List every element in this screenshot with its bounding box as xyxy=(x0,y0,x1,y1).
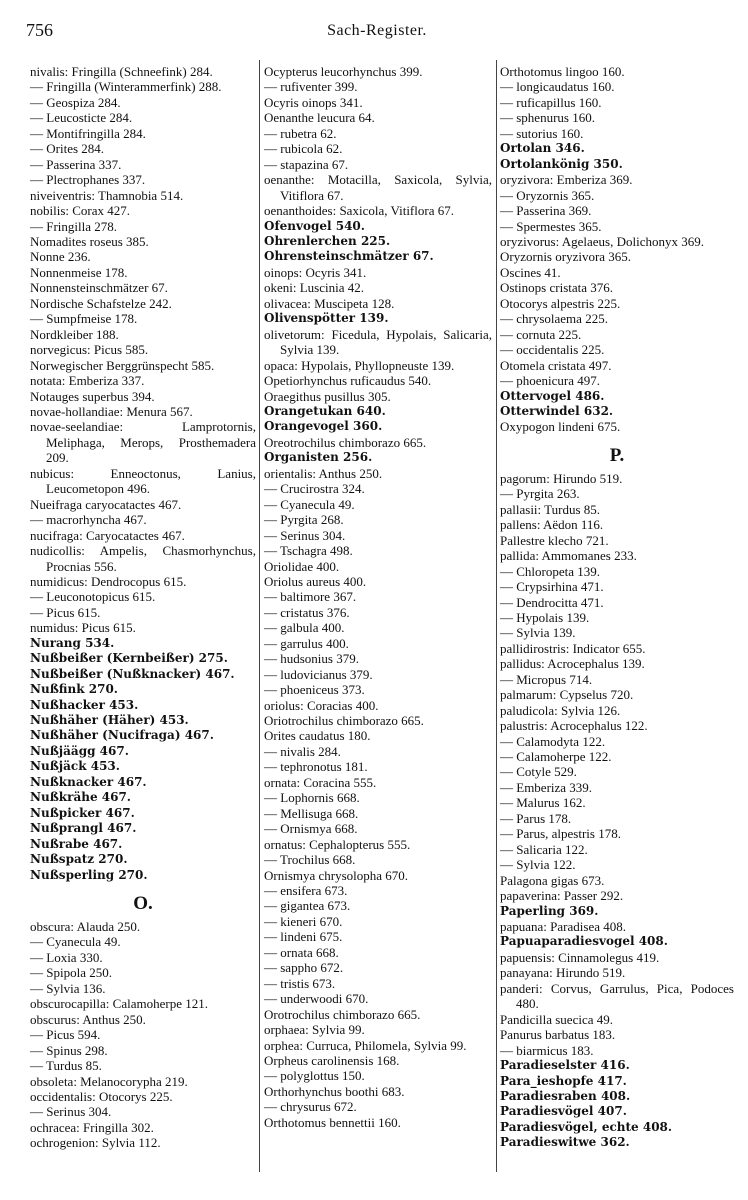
index-entry: Nußhäher (Häher) 453. xyxy=(30,713,189,728)
index-entry: — Salicaria 122. xyxy=(500,841,588,857)
index-entry: Ortolan 346. xyxy=(500,141,585,156)
index-entry: — Geospiza 284. xyxy=(30,94,121,110)
index-entry: pallidus: Acrocephalus 139. xyxy=(500,656,645,672)
index-entry: — rubetra 62. xyxy=(264,125,337,141)
index-entry: — biarmicus 183. xyxy=(500,1042,594,1058)
index-entry: — tephronotus 181. xyxy=(264,759,368,775)
index-entry: — ornata 668. xyxy=(264,944,339,960)
index-entry: — cornuta 225. xyxy=(500,326,582,342)
index-entry: Ortolankönig 350. xyxy=(500,156,623,171)
index-entry: — Oryzornis 365. xyxy=(500,187,595,203)
index-entry: — galbula 400. xyxy=(264,620,345,636)
index-entry: — Pyrgita 268. xyxy=(264,512,344,528)
index-entry: occidentalis: Otocorys 225. xyxy=(30,1089,173,1104)
index-entry: — Sylvia 122. xyxy=(500,857,576,873)
index-entry: Orthotomus lingoo 160. xyxy=(500,64,625,79)
index-entry: — Picus 594. xyxy=(30,1027,101,1043)
index-entry: — underwoodi 670. xyxy=(264,991,369,1007)
index-entry: Nordkleiber 188. xyxy=(30,326,119,342)
index-entry: — baltimore 367. xyxy=(264,589,357,605)
index-entry: — chrysurus 672. xyxy=(264,1099,357,1115)
index-entry: norvegicus: Picus 585. xyxy=(30,342,149,358)
index-entry: — Passerina 337. xyxy=(30,156,122,172)
index-entry: Nußkrähe 467. xyxy=(30,790,131,805)
index-entry: — chrysolaema 225. xyxy=(500,311,608,327)
index-entry: Nonne 236. xyxy=(30,249,91,265)
page-header xyxy=(26,20,728,44)
index-entry: Nußbeißer (Nußknacker) 467. xyxy=(30,666,235,681)
index-entry: nucifraga: Caryocatactes 467. xyxy=(30,527,185,543)
index-entry: Nußprangl 467. xyxy=(30,821,137,836)
index-entry: novae-hollandiae: Menura 567. xyxy=(30,403,193,419)
index-entry: ochracea: Fringilla 302. xyxy=(30,1119,154,1135)
index-entry: — phoeniceus 373. xyxy=(264,682,365,698)
index-entry: Olivenspötter 139. xyxy=(264,311,389,326)
index-entry: — Cyanecula 49. xyxy=(264,496,355,512)
index-entry: — Fringilla (Winterammerfink) 288. xyxy=(30,79,222,95)
index-entry: — Leucosticte 284. xyxy=(30,110,133,126)
index-entry: numidus: Picus 615. xyxy=(30,620,136,636)
index-entry: Nußrabe 467. xyxy=(30,836,123,851)
index-entry: Nußjäägg 467. xyxy=(30,743,129,758)
index-entry: — Lophornis 668. xyxy=(264,790,360,806)
index-entry: — gigantea 673. xyxy=(264,898,351,914)
column-rule xyxy=(259,60,260,1172)
index-column-1 xyxy=(30,64,256,1151)
index-entry: — Picus 615. xyxy=(30,604,101,620)
index-entry: — Serinus 304. xyxy=(264,527,346,543)
index-column-2 xyxy=(264,64,492,1130)
index-entry: niveiventris: Thamnobia 514. xyxy=(30,187,184,203)
index-entry: Ornismya chrysolopha 670. xyxy=(264,867,409,883)
index-entry: — tristis 673. xyxy=(264,975,336,991)
index-entry: Ohrenlerchen 225. xyxy=(264,233,391,248)
index-entry: oinops: Ocyris 341. xyxy=(264,264,367,280)
index-entry: — Crucirostra 324. xyxy=(264,481,365,497)
index-entry: — rubicola 62. xyxy=(264,141,343,157)
index-entry: — Fringilla 278. xyxy=(30,218,118,234)
index-entry: — cristatus 376. xyxy=(264,604,350,620)
index-entry: — nivalis 284. xyxy=(264,743,341,759)
index-entry: — Trochilus 668. xyxy=(264,852,356,868)
index-entry: — Spermestes 365. xyxy=(500,218,602,234)
index-entry: pallasii: Turdus 85. xyxy=(500,501,601,517)
index-entry: Oscines 41. xyxy=(500,264,561,280)
index-entry: — Sumpfmeise 178. xyxy=(30,311,138,327)
index-entry: — sappho 672. xyxy=(264,960,344,976)
index-entry: — Leuconotopicus 615. xyxy=(30,589,156,605)
index-entry: Ocyris oinops 341. xyxy=(264,94,363,110)
index-entry: Nußbeißer (Kernbeißer) 275. xyxy=(30,651,228,666)
index-entry: novae-seelandiae: Lamprotornis, Meliphaga, Merops, Prosthemadera 209. xyxy=(30,419,256,466)
index-entry: obscurocapilla: Calamoherpe 121. xyxy=(30,996,208,1012)
index-entry: pallida: Ammomanes 233. xyxy=(500,548,637,564)
index-entry: Oxypogon lindeni 675. xyxy=(500,419,621,435)
index-entry: — occidentalis 225. xyxy=(500,342,605,358)
index-entry: Opetiorhynchus ruficaudus 540. xyxy=(264,373,432,389)
index-entry: Nueifraga caryocatactes 467. xyxy=(30,496,182,512)
index-entry: — Mellisuga 668. xyxy=(264,805,359,821)
index-entry: — Sylvia 139. xyxy=(500,625,576,641)
index-entry: Notauges superbus 394. xyxy=(30,388,155,404)
index-entry: Oenanthe leucura 64. xyxy=(264,110,375,126)
index-entry: orphea: Curruca, Philomela, Sylvia 99. xyxy=(264,1037,467,1053)
index-entry: paludicola: Sylvia 126. xyxy=(500,702,621,718)
index-entry: — Parus 178. xyxy=(500,810,572,826)
index-entry: Oreotrochilus chimborazo 665. xyxy=(264,434,427,450)
index-entry: ornatus: Cephalopterus 555. xyxy=(264,836,411,852)
index-entry: Orpheus carolinensis 168. xyxy=(264,1053,400,1068)
index-entry: Para_ieshopfe 417. xyxy=(500,1073,627,1088)
index-entry: Otomela cristata 497. xyxy=(500,357,612,373)
index-entry: — Hypolais 139. xyxy=(500,609,590,625)
index-entry: orientalis: Anthus 250. xyxy=(264,465,383,481)
index-entry: obscurus: Anthus 250. xyxy=(30,1011,146,1027)
index-entry: Oriotrochilus chimborazo 665. xyxy=(264,713,424,729)
index-entry: Nußspatz 270. xyxy=(30,852,128,867)
index-entry: Ofenvogel 540. xyxy=(264,218,365,233)
index-entry: — ludovicianus 379. xyxy=(264,666,373,682)
index-entry: palustris: Acrocephalus 122. xyxy=(500,718,648,734)
index-entry: oriolus: Coracias 400. xyxy=(264,697,379,713)
index-entry: olivetorum: Ficedula, Hypolais, Salicaria, Sylvia 139. xyxy=(264,326,492,358)
index-entry: pallidirostris: Indicator 655. xyxy=(500,640,646,656)
index-entry: — Cotyle 529. xyxy=(500,764,577,780)
index-entry: Orangevogel 360. xyxy=(264,419,383,434)
index-entry: Orotrochilus chimborazo 665. xyxy=(264,1006,421,1022)
index-entry: Pandicilla suecica 49. xyxy=(500,1011,613,1027)
index-entry: — Dendrocitta 471. xyxy=(500,594,604,610)
index-entry: ornata: Coracina 555. xyxy=(264,774,377,790)
index-entry: — Micropus 714. xyxy=(500,671,593,687)
index-entry: Nonnensteinschmätzer 67. xyxy=(30,280,168,296)
index-entry: — Calamoherpe 122. xyxy=(500,749,612,765)
index-entry: Nußhäher (Nucifraga) 467. xyxy=(30,728,214,743)
index-entry: Nonnenmeise 178. xyxy=(30,264,128,280)
index-entry: Orites caudatus 180. xyxy=(264,728,371,744)
index-entry: notata: Emberiza 337. xyxy=(30,373,145,389)
index-entry: — Tschagra 498. xyxy=(264,543,353,559)
index-entry: Paradieswitwe 362. xyxy=(500,1135,630,1150)
index-entry: okeni: Luscinia 42. xyxy=(264,280,365,296)
index-entry: — Crypsirhina 471. xyxy=(500,579,604,595)
index-entry: — ensifera 673. xyxy=(264,883,348,899)
index-entry: — Pyrgita 263. xyxy=(500,486,580,502)
index-entry: — Sylvia 136. xyxy=(30,980,106,996)
index-entry: oryzivorus: Agelaeus, Dolichonyx 369. xyxy=(500,233,704,249)
index-entry: nivalis: Fringilla (Schneefink) 284. xyxy=(30,64,213,79)
index-entry: — hudsonius 379. xyxy=(264,651,359,667)
index-entry: Nurang 534. xyxy=(30,635,115,650)
index-entry: — Cyanecula 49. xyxy=(30,934,121,950)
index-entry: ochrogenion: Sylvia 112. xyxy=(30,1135,161,1151)
index-entry: olivacea: Muscipeta 128. xyxy=(264,295,395,311)
index-entry: orphaea: Sylvia 99. xyxy=(264,1022,365,1038)
index-entry: — Spipola 250. xyxy=(30,965,112,981)
index-entry: Palagona gigas 673. xyxy=(500,872,605,888)
index-entry: papuensis: Cinnamolegus 419. xyxy=(500,949,660,965)
index-entry: — phoenicura 497. xyxy=(500,373,601,389)
index-entry: — stapazina 67. xyxy=(264,156,349,172)
index-entry: Otocorys alpestris 225. xyxy=(500,295,621,311)
index-entry: — polyglottus 150. xyxy=(264,1068,365,1084)
index-entry: Papuaparadiesvogel 408. xyxy=(500,934,668,949)
index-entry: — Ornismya 668. xyxy=(264,821,358,837)
index-entry: Oryzornis oryzivora 365. xyxy=(500,249,632,265)
index-entry: Nußfink 270. xyxy=(30,682,118,697)
index-entry: Nußknacker 467. xyxy=(30,774,147,789)
index-entry: — Montifringilla 284. xyxy=(30,125,146,141)
index-entry: Paradiesvögel, echte 408. xyxy=(500,1119,673,1134)
index-entry: palmarum: Cypselus 720. xyxy=(500,687,634,703)
index-entry: papuana: Paradisea 408. xyxy=(500,919,626,935)
index-entry: Nußhacker 453. xyxy=(30,697,139,712)
index-entry: — Emberiza 339. xyxy=(500,779,593,795)
index-entry: — Serinus 304. xyxy=(30,1104,112,1120)
index-entry: — Plectrophanes 337. xyxy=(30,172,146,188)
index-entry: Ohrensteinschmätzer 67. xyxy=(264,249,434,264)
index-entry: — Passerina 369. xyxy=(500,203,592,219)
index-entry: — rufiventer 399. xyxy=(264,79,358,95)
index-entry: — garrulus 400. xyxy=(264,635,349,651)
index-entry: Oraegithus pusillus 305. xyxy=(264,388,391,404)
index-entry: Organisten 256. xyxy=(264,450,373,465)
section-letter: P. xyxy=(609,444,625,466)
index-entry: panderi: Corvus, Garrulus, Pica, Podoces 480. xyxy=(500,980,734,1012)
index-entry: obscura: Alauda 250. xyxy=(30,919,141,935)
index-entry: — macrorhyncha 467. xyxy=(30,512,147,528)
index-entry: oryzivora: Emberiza 369. xyxy=(500,172,633,188)
index-entry: Orangetukan 640. xyxy=(264,403,386,418)
index-entry: Ottervogel 486. xyxy=(500,388,605,403)
index-entry: Nußsperling 270. xyxy=(30,867,148,882)
index-entry: — lindeni 675. xyxy=(264,929,343,945)
index-entry: Ocypterus leucorhynchus 399. xyxy=(264,64,423,79)
index-entry: Paradiesvögel 407. xyxy=(500,1104,627,1119)
index-entry: Orthorhynchus boothi 683. xyxy=(264,1083,405,1099)
index-entry: — sphenurus 160. xyxy=(500,110,595,126)
column-rule xyxy=(496,60,497,1172)
index-entry: Nußpicker 467. xyxy=(30,805,135,820)
index-entry: pagorum: Hirundo 519. xyxy=(500,470,623,486)
page-number: 756 xyxy=(26,20,53,40)
section-letter: O. xyxy=(133,893,153,915)
index-entry: — Orites 284. xyxy=(30,141,105,157)
index-entry: — Spinus 298. xyxy=(30,1042,108,1058)
index-entry: — Malurus 162. xyxy=(500,795,586,811)
index-entry: Oriolidae 400. xyxy=(264,558,340,574)
index-entry: — Parus, alpestris 178. xyxy=(500,826,621,842)
index-entry: oenanthe: Motacilla, Saxicola, Sylvia, Vitiflora 67. xyxy=(264,172,492,203)
index-entry: opaca: Hypolais, Phyllopneuste 139. xyxy=(264,357,455,373)
index-entry: papaverina: Passer 292. xyxy=(500,888,624,904)
index-entry: Paradieselster 416. xyxy=(500,1058,630,1073)
index-entry: Nomadites roseus 385. xyxy=(30,233,149,249)
index-entry: Oriolus aureus 400. xyxy=(264,573,367,589)
index-entry: obsoleta: Melanocorypha 219. xyxy=(30,1073,188,1089)
index-entry: nubicus: Enneoctonus, Lanius, Leucometopon 496. xyxy=(30,465,256,497)
index-entry: — Calamodyta 122. xyxy=(500,733,606,749)
index-entry: — sutorius 160. xyxy=(500,125,584,141)
index-entry: — kieneri 670. xyxy=(264,913,343,929)
index-column-3 xyxy=(500,64,734,1151)
index-entry: nudicollis: Ampelis, Chasmorhynchus, Procnias 556. xyxy=(30,543,256,574)
index-entry: Nußjäck 453. xyxy=(30,759,120,774)
index-entry: — Chloropeta 139. xyxy=(500,563,601,579)
index-entry: — longicaudatus 160. xyxy=(500,79,615,95)
index-entry: Ostinops cristata 376. xyxy=(500,280,614,296)
running-title: Sach-Register. xyxy=(327,22,427,39)
index-entry: nobilis: Corax 427. xyxy=(30,203,131,219)
index-entry: Otterwindel 632. xyxy=(500,403,614,418)
index-entry: numidicus: Dendrocopus 615. xyxy=(30,573,187,589)
index-entry: — ruficapillus 160. xyxy=(500,94,602,110)
index-entry: — Loxia 330. xyxy=(30,949,103,965)
index-entry: pallens: Aëdon 116. xyxy=(500,517,604,533)
index-entry: Nordische Schafstelze 242. xyxy=(30,295,172,311)
index-entry: panayana: Hirundo 519. xyxy=(500,965,626,981)
index-entry: Paradiesraben 408. xyxy=(500,1089,631,1103)
index-entry: Norwegischer Berggrünspecht 585. xyxy=(30,357,215,373)
index-entry: — Turdus 85. xyxy=(30,1058,102,1074)
index-entry: oenanthoides: Saxicola, Vitiflora 67. xyxy=(264,203,454,219)
index-entry: Paperling 369. xyxy=(500,903,599,918)
index-entry: Panurus barbatus 183. xyxy=(500,1027,616,1043)
index-entry: Pallestre klecho 721. xyxy=(500,532,609,548)
index-entry: Orthotomus bennettii 160. xyxy=(264,1114,401,1130)
